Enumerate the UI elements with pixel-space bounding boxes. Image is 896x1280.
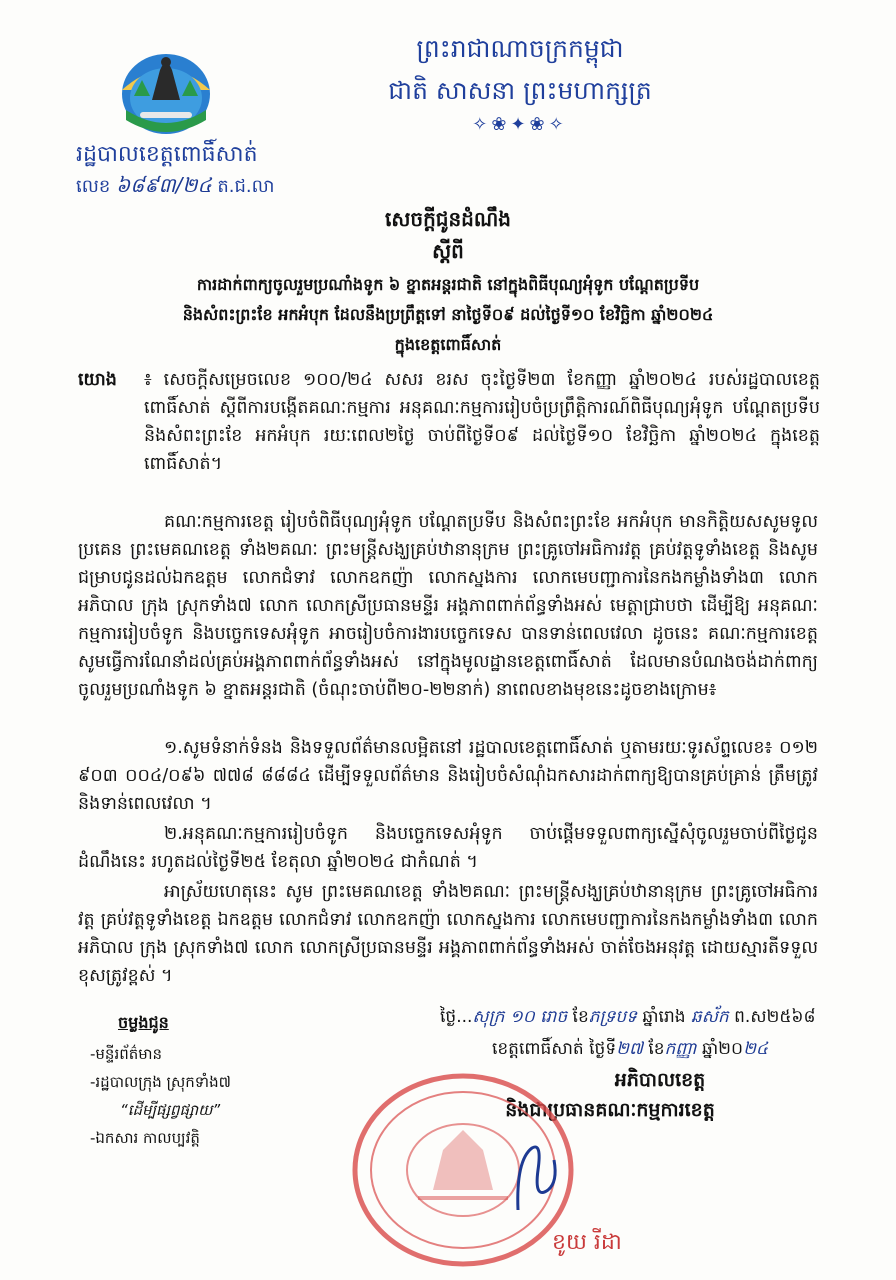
ref-number: ៦៨៩៣/២៤ <box>116 173 212 197</box>
subject-line-1: ការដាក់ពាក្យចូលរួមប្រណាំងទូក ៦ ខ្នាតអន្តរជាតិ នៅក្នុងពិធីបុណ្យអុំទូក បណ្ដែតប្រទីប <box>196 275 700 294</box>
signature-scribble-icon <box>508 1140 568 1220</box>
solar-place: ខេត្តពោធិ៍សាត់ ថ្ងៃទី <box>492 1039 617 1059</box>
solar-month-label: ខែ <box>648 1039 665 1059</box>
notice-subject <box>60 270 836 360</box>
solar-year: ២៤ <box>743 1039 768 1059</box>
reference-line <box>76 172 275 202</box>
lunar-date <box>440 1006 816 1031</box>
lunar-month-hand: ភទ្របទ <box>588 1007 637 1027</box>
signer-role-2: និងជាប្រធានគណៈកម្មការខេត្ត <box>505 1099 715 1121</box>
cc-item: -មន្ទីរព័ត៌មាន <box>90 1045 163 1063</box>
closing-paragraph: អាស្រ័យហេតុនេះ សូម ព្រះមេគណខេត្ត ទាំង២គណៈ ព្រះមន្ត្រីសង្ឃគ្រប់ឋានានុក្រម ព្រះគ្រូចៅអធិការវត្ត គ្រប់វត្តទូទាំងខេត្ត ឯកឧត្តម លោកជំទាវ លោកឧកញ៉ា លោកស្នងការ លោកមេបញ្ជាការនៃកងកម្លាំងទាំង៣ លោកអភិបាល ក្រុង ស្រុកទាំង៧ លោក លោកស្រីប្រធានមន្ទីរ អង្គភាពពាក់ព័ន្ធទាំងអស់ ចាត់ចែងអនុវត្ត ដោយស្មារតីទទួលខុសត្រូវខ្ពស់ ។ <box>78 882 818 986</box>
body-paragraph: គណៈកម្មការខេត្ត រៀបចំពិធីបុណ្យអុំទូក បណ្ដែតប្រទីប និងសំពះព្រះខែ អកអំបុក មានកិត្តិយសសូមទូលប្រគេន ព្រះមេគណខេត្ត ទាំង២គណៈ ព្រះមន្ត្រីសង្ឃគ្រប់ឋានានុក្រម ព្រះគ្រូចៅអធិការវត្ត គ្រប់វត្តទូទាំងខេត្ត និងសូមជម្រាបជូនដល់ឯកឧត្តម លោកជំទាវ លោកឧកញ៉ា លោកស្នងការ លោកមេបញ្ជាការនៃកងកម្លាំងទាំង៣ លោកអភិបាល ក្រុង ស្រុកទាំង៧ លោក លោកស្រីប្រធានមន្ទីរ អង្គភាពពាក់ព័ន្ធទាំងអស់ មេត្តាជ្រាបថា ដើម្បីឱ្យ អនុគណៈកម្មការរៀបចំទូក និងបច្ចេកទេសអុំទូក អាចរៀបចំការងារបច្ចេកទេស បានទាន់ពេលវេលា ដូចនេះ គណៈកម្មការខេត្ត សូមធ្វើការណែនាំដល់គ្រប់អង្គភាពពាក់ព័ន្ធទាំងអស់ នៅក្នុងមូលដ្ឋានខេត្តពោធិ៍សាត់ ដែលមានបំណងចង់ដាក់ពាក្យចូលរួមប្រណាំងទូក ៦ ខ្នាតអន្តរជាតិ (ចំណុះចាប់ពី២០-២២នាក់) នាពេលខាងមុខនេះដូចខាងក្រោម៖ <box>78 512 818 700</box>
solar-month: កញ្ញា <box>664 1039 697 1059</box>
lunar-month-label: ខែ <box>572 1007 589 1027</box>
lunar-year-label: ឆ្នាំរោង <box>642 1007 686 1027</box>
header-ornament: ✧❀✦❀✧ <box>472 114 568 135</box>
cc-item: -ឯកសារ កាលប្បវត្តិ <box>90 1129 200 1147</box>
lunar-year-hand: ឆស័ក <box>690 1007 729 1027</box>
signer-name: ខូយ រីដា <box>552 1230 622 1255</box>
signer-role-1: អភិបាលខេត្ត <box>614 1069 706 1091</box>
solar-year-label: ឆ្នាំ២០ <box>701 1039 744 1059</box>
item-2: ២.អនុគណៈកម្មការរៀបចំទូក និងបច្ចេកទេសអុំទូក ចាប់ផ្ដើមទទួលពាក្យស្នើសុំចូលរួមចាប់ពីថ្ងៃជូនដំណឹងនេះ រហូតដល់ថ្ងៃទី២៥ ខែតុលា ឆ្នាំ២០២៤ ជាកំណត់ ។ <box>78 824 818 872</box>
cc-item: “ដើម្បីផ្សព្វផ្សាយ” <box>120 1101 221 1119</box>
lunar-day-hand: សុក្រ ១០ រោច <box>472 1007 568 1027</box>
cc-list <box>90 1040 231 1152</box>
lunar-dots: ... <box>456 1007 473 1027</box>
cc-item: -រដ្ឋបាលក្រុង ស្រុកទាំង៧ <box>90 1073 231 1091</box>
subject-line-2: និងសំពះព្រះខែ អកអំបុក ដែលនឹងប្រព្រឹត្តទៅ នាថ្ងៃទី០៩ ដល់ថ្ងៃទី១០ ខែវិច្ឆិកា ឆ្នាំ២០២៤ <box>182 305 714 324</box>
buddhist-era: ព.ស២៥៦៨ <box>734 1007 816 1027</box>
reference-text: ៖ សេចក្ដីសម្រេចលេខ ១០០/២៤ សសរ ខរស ចុះថ្ងៃទី២៣ ខែកញ្ញា ឆ្នាំ២០២៤ របស់រដ្ឋបាលខេត្តពោធិ៍សាត់ ស្ដីពីការបង្កើតគណៈកម្មការ អនុគណៈកម្មការរៀបចំប្រព្រឹត្តិការណ៍ពិធីបុណ្យអុំទូក បណ្ដែតប្រទីប និងសំពះព្រះខែ អកអំបុក រយៈពេល២ថ្ងៃ ចាប់ពីថ្ងៃទី០៩ ដល់ថ្ងៃទី១០ ខែវិច្ឆិកា ឆ្នាំ២០២៤ ក្នុងខេត្តពោធិ៍សាត់។ <box>144 370 820 474</box>
solar-day: ២៧ <box>616 1039 643 1059</box>
ref-suffix: ត.ជ.លា <box>217 176 275 197</box>
item-1: ១.សូមទំនាក់ទំនង និងទទួលព័ត៌មានលម្អិតនៅ រដ្ឋបាលខេត្តពោធិ៍សាត់ ឬតាមរយៈទូរស័ព្ទលេខ៖ ០១២ ៩០៣ ០០៤/០៩៦ ៧៧៨ ៨៨៨៤ ដើម្បីទទួលព័ត៌មាន និងរៀបចំសំណុំឯកសារដាក់ពាក្យឱ្យបានគ្រប់គ្រាន់ ត្រឹមត្រូវ និងទាន់ពេលវេលា ។ <box>78 738 818 814</box>
solar-date <box>492 1038 768 1063</box>
notice-about: ស្ដីពី <box>432 239 464 263</box>
lunar-day-label: ថ្ងៃ <box>440 1007 457 1027</box>
notice-title: សេចក្ដីជូនដំណឹង <box>385 207 511 231</box>
province-emblem-icon <box>112 40 220 140</box>
authority-name: រដ្ឋបាលខេត្តពោធិ៍សាត់ <box>76 142 258 167</box>
reference-label: យោង <box>78 370 117 390</box>
kingdom-title: ព្រះរាជាណាចក្រកម្ពុជា <box>416 34 624 63</box>
ref-label: លេខ <box>76 176 111 197</box>
subject-line-3: ក្នុងខេត្តពោធិ៍សាត់ <box>394 335 502 354</box>
cc-heading: ចម្លងជូន <box>118 1013 169 1032</box>
national-motto: ជាតិ សាសនា ព្រះមហាក្សត្រ <box>388 76 652 105</box>
